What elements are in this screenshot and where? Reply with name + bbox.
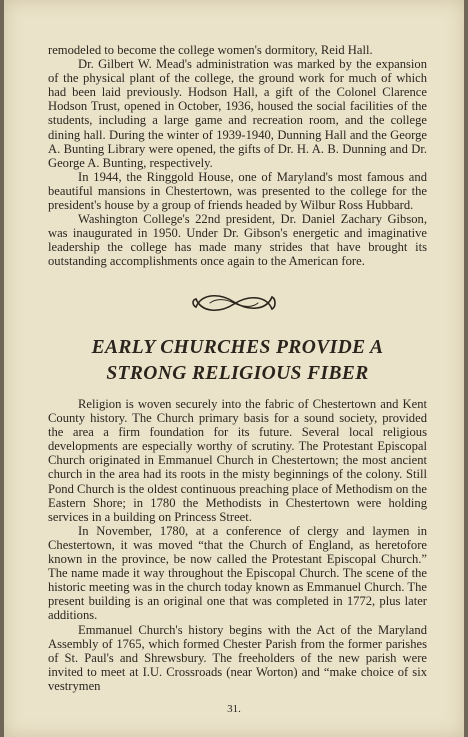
paragraph-continued: remodeled to become the college women's dormitory, Reid Hall. [48, 43, 373, 57]
college-history-text [48, 43, 427, 269]
paragraph-conference-1780: In November, 1780, at a conference of clergy and laymen in Chestertown, it was moved “that the Church of England, as heretofore known in the province, be now called the Protestant Episcopal Church.” The name made it way throughout the Episcopal Church. The scene of the historic meeting was in the church today known as Emmanuel Church. The present building is an original one that was completed in 1772, plus later additions. [48, 523, 427, 623]
chapter-heading-line-2: STRONG RELIGIOUS FIBER [106, 363, 369, 384]
churches-text [48, 397, 427, 693]
chapter-heading-line-1: EARLY CHURCHES PROVIDE A [91, 337, 384, 358]
paragraph-emmanuel: Emmanuel Church's history begins with the Act of the Maryland Assembly of 1765, which formed Chester Parish from the former parishes of St. Paul's and Shrewsbury. The freeholders of the new parish were invited to meet at I.U. Crossroads (near Worton) and “make choice of six vestrymen [48, 622, 427, 693]
paragraph-gibson: Washington College's 22nd president, Dr. Daniel Zachary Gibson, was inaugurated in 1950. Under Dr. Gibson's energetic and imaginative leadership the college has made many strides that have brought its outstanding accomplishments once again to the American fore. [48, 212, 427, 269]
scroll-flourish-icon [190, 288, 278, 318]
page-number: 31. [227, 703, 241, 715]
paragraph-mead: Dr. Gilbert W. Mead's administration was marked by the expansion of the physical plant of the college, the ground work for much of which had been laid previously. Hodson Hall, a gift of the Colonel Clarence Hodson Trust, opened in October, 1936, housed the social facilities of the students, including a large game and recreation room, and the college dining hall. During the winter of 1939-1940, Dunning Hall and the George A. Bunting Library were opened, the gifts of Dr. H. A. B. Dunning and Dr. George A. Bunting, respectively. [48, 57, 427, 170]
book-page [4, 0, 464, 737]
paragraph-religion: Religion is woven securely into the fabric of Chestertown and Kent County history. The Church primary basis for a sound society, provided the area a firm foundation for its future. Several local religious developments are especially worthy of scrutiny. The Protestant Episcopal Church originated in Emmanuel Church in Chestertown; the most ancient church in the area had its roots in the misty beginnings of the colony. Still Pond Church is the oldest continuous preaching place of Methodism on the Eastern Shore; in 1780 the Methodists in Chestertown were holding services in a building on Princess Street. [48, 397, 427, 524]
paragraph-ringgold: In 1944, the Ringgold House, one of Maryland's most famous and beautiful mansions in Chestertown, was presented to the college for the president's house by a group of friends headed by Wilbur Ross Hubbard. [48, 169, 427, 213]
